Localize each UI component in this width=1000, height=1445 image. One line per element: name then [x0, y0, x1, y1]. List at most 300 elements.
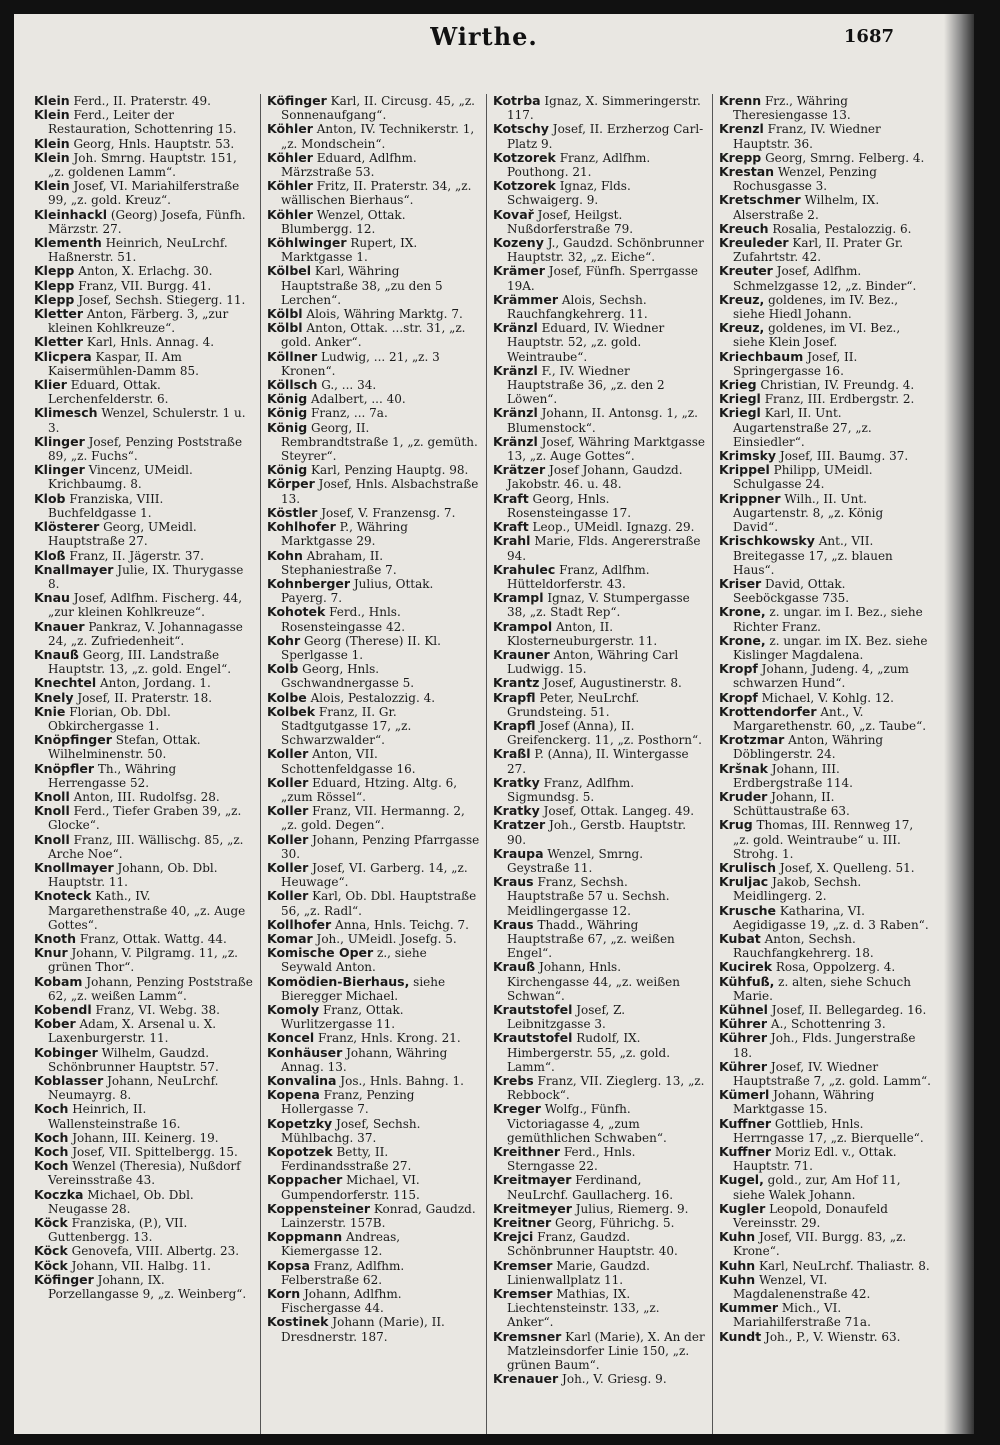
entry-details: Anton, III. Rudolfsg. 28. [73, 789, 220, 804]
entry-name: Klein [34, 107, 70, 123]
entry-details: Eduard, Htzing. Altg. 6, „zum Rössel“. [281, 775, 458, 804]
entry-details: Karl, II. Prater Gr. Zufahrtstr. 42. [733, 236, 904, 265]
entry-details: Josef, Währing Marktgasse 13, „z. Auge Gottes“. [507, 434, 706, 464]
entry-name: Kränzl [493, 320, 538, 336]
directory-column-1 [34, 94, 260, 1434]
directory-entry [493, 918, 706, 961]
entry-details: Ludwig, ... 21, „z. 3 Kronen“. [281, 349, 440, 378]
directory-entry [267, 179, 480, 207]
entry-name: Kollhofer [267, 916, 332, 932]
entry-name: Kränzl [493, 405, 538, 421]
entry-name: Koppensteiner [267, 1200, 371, 1216]
directory-entry [34, 463, 254, 491]
entry-details: Kath., IV. Margarethenstraße 40, „z. Auge Gottes“. [48, 889, 246, 932]
directory-entry [34, 1145, 254, 1159]
entry-details: Joh., Gerstb. Hauptstr. 90. [507, 818, 687, 847]
directory-entry [719, 605, 932, 633]
entry-details: Ferd., Leiter der Restauration, Schottenring 15. [48, 108, 237, 137]
entry-name: Krischkowsky [719, 533, 815, 549]
entry-name: Knauß [34, 646, 79, 662]
entry-details: Karl, Währing Hauptstraße 38, „zu den 5 Lerchen“. [281, 264, 443, 307]
entry-details: Franz, Sechsh. Hauptstraße 57 u. Sechsh. Meidlingergasse 12. [507, 875, 670, 918]
entry-details: Heinrich, NeuLrchf. Haßnerstr. 51. [48, 236, 228, 265]
directory-entry [34, 691, 254, 705]
entry-details: Jakob, Sechsh. Meidlingerg. 2. [733, 875, 862, 904]
directory-entry [34, 1159, 254, 1187]
entry-name: Koller [267, 803, 309, 819]
entry-name: Kreuch [719, 220, 769, 236]
entry-name: Kolbe [267, 689, 307, 705]
entry-details: Karl, NeuLrchf. Thaliastr. 8. [759, 1258, 930, 1273]
entry-name: Koch [34, 1144, 69, 1160]
entry-name: Kriegl [719, 391, 761, 407]
directory-entry [493, 818, 706, 846]
entry-name: Krebs [493, 1073, 534, 1089]
entry-details: Pankraz, V. Johannagasse 24, „z. Zufriedenheit“. [48, 619, 243, 648]
entry-details: Johann, Penzing Pfarrgasse 30. [281, 832, 480, 861]
directory-entry [34, 264, 254, 278]
entry-name: Krenzl [719, 121, 764, 137]
directory-entry [719, 151, 932, 165]
directory-entry [719, 733, 932, 761]
directory-entry [34, 861, 254, 889]
directory-entry [719, 818, 932, 861]
entry-name: Köfinger [267, 94, 327, 108]
entry-details: Johann, Penzing Poststraße 62, „z. weißen Lamm“. [48, 974, 253, 1003]
directory-entry [34, 1003, 254, 1017]
entry-name: Krautstofel [493, 1002, 573, 1017]
entry-details: Adam, X. Arsenal u. X. Laxenburgerstr. 11. [48, 1017, 217, 1046]
directory-entry [493, 1031, 706, 1074]
entry-details: Florian, Ob. Dbl. Obkirchergasse 1. [48, 704, 171, 733]
entry-details: Franz, III. Wällischg. 85, „z. Arche Noe“. [48, 832, 244, 861]
entry-details: Andreas, Kiemergasse 12. [281, 1230, 401, 1259]
entry-name: König [267, 419, 308, 435]
directory-entry [719, 904, 932, 932]
directory-entry [267, 208, 480, 236]
directory-entry [493, 960, 706, 1003]
entry-details: Mich., VI. Mariahilferstraße 71a. [733, 1301, 871, 1330]
entry-details: Josef, Z. Leibnitzgasse 3. [507, 1003, 626, 1032]
entry-details: Franziska, VIII. Buchfeldgasse 1. [48, 491, 164, 520]
entry-name: Klimesch [34, 405, 98, 421]
entry-details: Rupert, IX. Marktgasse 1. [281, 236, 418, 265]
directory-entry [34, 378, 254, 406]
directory-entry [493, 1230, 706, 1258]
directory-entry [493, 875, 706, 918]
entry-name: Kolbek [267, 703, 316, 719]
entry-name: Krahulec [493, 561, 556, 577]
entry-details: Anton, Währing Carl Ludwigg. 15. [507, 647, 679, 677]
entry-name: Krampl [493, 590, 544, 606]
entry-details: Josef, II. Erzherzog Carl-Platz 9. [507, 122, 704, 151]
entry-details: Thomas, III. Rennweg 17, „z. gold. Weintraube“ u. III. Strohg. 1. [733, 818, 914, 861]
entry-name: Krippner [719, 490, 781, 506]
page-header [14, 22, 954, 62]
entry-details: Anton, Ottak. ...str. 31, „z. gold. Anker“. [281, 321, 466, 350]
entry-name: Krone, [719, 604, 766, 620]
entry-details: Joh., Flds. Jungerstraße 18. [733, 1031, 916, 1060]
entry-details: Ferdinand, NeuLrchf. Gaullacherg. 16. [507, 1173, 674, 1202]
entry-name: Kremsner [493, 1328, 562, 1344]
entry-name: Kuhn [719, 1271, 756, 1287]
directory-entry [34, 208, 254, 236]
entry-name: Klicpera [34, 348, 92, 364]
directory-entry [719, 463, 932, 491]
directory-entry [719, 790, 932, 818]
entry-name: Krahl [493, 533, 531, 549]
directory-entry [719, 236, 932, 264]
entry-name: Kotrba [493, 94, 541, 108]
entry-name: Koppacher [267, 1172, 343, 1188]
entry-details: Johann, III. Keinerg. 19. [72, 1130, 219, 1145]
page-title: Wirthe. [430, 22, 538, 51]
entry-name: Kopsa [267, 1257, 310, 1273]
entry-details: Josef, VI. Garberg. 14, „z. Heuwage“. [281, 860, 468, 890]
directory-entry [34, 435, 254, 463]
entry-details: Franz, IV. Wiedner Hauptstr. 36. [733, 122, 881, 151]
entry-details: P., Währing Marktgasse 29. [281, 520, 408, 549]
entry-name: Krusche [719, 902, 776, 918]
entry-name: Klein [34, 94, 70, 108]
entry-name: Kovař [493, 206, 534, 222]
entry-details: Johann, IX. Porzellangasse 9, „z. Weinberg“. [48, 1272, 247, 1302]
entry-name: Kobam [34, 973, 83, 989]
directory-entry [493, 847, 706, 875]
entry-name: Kršnak [719, 760, 768, 776]
entry-name: Koncel [267, 1030, 315, 1046]
entry-name: Kugel, [719, 1172, 764, 1188]
directory-entry [719, 762, 932, 790]
entry-name: Krauner [493, 646, 550, 662]
entry-name: Klepp [34, 263, 75, 279]
entry-details: Josef, IV. Wiedner Hauptstraße 7, „z. gold. Lamm“. [733, 1059, 931, 1089]
directory-entry [34, 137, 254, 151]
entry-name: Kührer [719, 1016, 768, 1032]
entry-name: Kühnel [719, 1002, 768, 1017]
entry-details: Georg, UMeidl. Hauptstraße 27. [48, 520, 197, 549]
directory-entry [267, 1173, 480, 1201]
entry-name: Kruder [719, 788, 768, 804]
entry-details: Josef, III. Baumg. 37. [779, 449, 909, 464]
entry-name: Konvalina [267, 1073, 337, 1089]
entry-details: Wenzel, Schulerstr. 1 u. 3. [48, 406, 246, 435]
directory-entry [267, 378, 480, 392]
entry-name: Knechtel [34, 675, 97, 691]
entry-details: Thadd., Währing Hauptstraße 67, „z. weißen Engel“. [507, 917, 675, 961]
directory-entry [719, 94, 932, 122]
entry-name: Kuffner [719, 1144, 772, 1160]
entry-name: Kölbel [267, 263, 312, 279]
entry-details: Johann, V. Pilgramg. 11, „z. grünen Thor“. [48, 946, 238, 975]
entry-details: siehe Bieregger Michael. [281, 974, 446, 1003]
directory-entry [719, 1145, 932, 1173]
entry-name: Klob [34, 490, 66, 506]
directory-entry [719, 1088, 932, 1116]
directory-entry [34, 549, 254, 563]
entry-name: Krepp [719, 149, 762, 165]
entry-details: Franz, VII. Zieglerg. 13, „z. Rebbock“. [507, 1074, 705, 1103]
directory-entry [493, 719, 706, 747]
entry-details: (Georg) Josefa, Fünfh. Märzstr. 27. [48, 207, 246, 236]
directory-entry [493, 1202, 706, 1216]
entry-details: Wenzel, Smrng. Geystraße 11. [507, 846, 644, 875]
directory-entry [34, 946, 254, 974]
entry-details: J., Gaudzd. Schönbrunner Hauptstr. 32, „z. Eiche“. [507, 236, 704, 265]
directory-entry [34, 733, 254, 761]
entry-details: z. ungar. im I. Bez., siehe Richter Franz. [733, 605, 923, 634]
directory-entry [267, 662, 480, 690]
entry-name: Kuhn [719, 1229, 756, 1245]
entry-name: Kozeny [493, 235, 544, 251]
entry-name: Kostinek [267, 1314, 329, 1330]
directory-entry [719, 691, 932, 705]
entry-details: Julie, IX. Thurygasse 8. [48, 562, 244, 591]
entry-name: Kreitmayer [493, 1172, 572, 1188]
directory-entry [267, 605, 480, 633]
entry-name: Krone, [719, 632, 766, 648]
directory-column-3 [486, 94, 712, 1434]
entry-name: Koch [34, 1158, 69, 1174]
directory-entry [719, 1031, 932, 1059]
directory-entry [267, 1046, 480, 1074]
directory-entry [34, 676, 254, 690]
entry-details: Anton, Färberg. 3, „zur kleinen Kohlkreuze“. [48, 307, 229, 336]
entry-name: Köck [34, 1243, 68, 1259]
entry-name: Kopena [267, 1087, 320, 1103]
entry-name: Klier [34, 377, 67, 393]
directory-entry [34, 151, 254, 179]
entry-name: König [267, 405, 308, 421]
directory-entry [34, 1259, 254, 1273]
directory-entry [34, 1046, 254, 1074]
entry-details: Johann, Hnls. Kirchengasse 44, „z. weißen Schwan“. [507, 960, 681, 1003]
entry-name: Knöpfinger [34, 732, 112, 748]
directory-column-2 [260, 94, 486, 1434]
directory-entry [493, 1102, 706, 1145]
entry-details: Wenzel, VI. Magdalenenstraße 42. [733, 1272, 871, 1302]
entry-name: Krippel [719, 462, 770, 478]
entry-name: Knollmayer [34, 859, 114, 875]
entry-name: Kropf [719, 661, 758, 677]
entry-details: Josef, VII. Burgg. 83, „z. Krone“. [733, 1230, 907, 1259]
entry-name: Kohn [267, 547, 303, 563]
entry-details: Josef, VII. Spittelbergg. 15. [72, 1145, 238, 1160]
entry-name: Kletter [34, 306, 84, 322]
entry-details: Josef, Augustinerstr. 8. [543, 676, 682, 691]
entry-details: Josef, X. Quelleng. 51. [779, 860, 915, 875]
entry-name: Krämmer [493, 291, 558, 307]
directory-entry [34, 975, 254, 1003]
entry-details: Ignaz, V. Stumpergasse 38, „z. Stadt Rep“. [507, 591, 690, 620]
entry-name: Klein [34, 149, 70, 165]
entry-name: Koller [267, 888, 309, 904]
entry-name: Köhler [267, 206, 313, 222]
directory-entry [34, 279, 254, 293]
entry-details: Josef, Penzing Poststraße 89, „z. Fuchs“. [48, 434, 243, 464]
entry-details: Franz, Ottak. Wattg. 44. [79, 931, 227, 946]
entry-name: Krulisch [719, 859, 777, 875]
entry-name: Kundt [719, 1328, 762, 1344]
entry-name: Klein [34, 178, 70, 194]
directory-entry [719, 932, 932, 960]
entry-details: Josef (Anna), II. Greifenckerg. 11, „z. Posthorn“. [507, 718, 702, 748]
entry-details: Josef, Hnls. Alsbachstraße 13. [281, 477, 479, 506]
entry-details: Rosalia, Pestalozzig. 6. [772, 221, 912, 236]
directory-entry [719, 492, 932, 535]
entry-details: Philipp, UMeidl. Schulgasse 24. [733, 463, 873, 492]
entry-details: Karl, Hnls. Annag. 4. [86, 335, 215, 350]
directory-entry [267, 477, 480, 505]
directory-entry [719, 321, 932, 349]
directory-entry [493, 1287, 706, 1330]
directory-entry [267, 1202, 480, 1230]
entry-details: Ferd., Hnls. Sterngasse 22. [507, 1145, 636, 1174]
directory-entry [267, 946, 480, 974]
entry-name: Kreuz, [719, 320, 765, 336]
page-number: 1687 [843, 26, 894, 47]
directory-entry [493, 648, 706, 676]
entry-name: Klepp [34, 277, 75, 293]
entry-name: Kohnberger [267, 575, 351, 591]
entry-details: Joh., UMeidl. Josefg. 5. [316, 931, 457, 946]
directory-entry [267, 705, 480, 748]
directory-entry [34, 335, 254, 349]
directory-entry [719, 1173, 932, 1201]
entry-details: Julius, Ottak. Payerg. 7. [281, 576, 434, 606]
entry-details: Alois, Pestalozzig. 4. [310, 690, 436, 705]
directory-entry [719, 193, 932, 221]
directory-entry [719, 534, 932, 577]
entry-details: F., IV. Wiedner Hauptstraße 36, „z. den 2 Löwen“. [507, 363, 665, 407]
entry-name: Krimsky [719, 448, 777, 464]
directory-entry [719, 1060, 932, 1088]
entry-details: Wenzel, Ottak. Blumbergg. 12. [281, 207, 406, 236]
entry-details: Alois, Währing Marktg. 7. [306, 307, 463, 322]
directory-entry [719, 705, 932, 733]
directory-entry [267, 421, 480, 464]
directory-entry [34, 932, 254, 946]
entry-name: Knauer [34, 618, 85, 634]
entry-details: Karl, II. Circusg. 45, „z. Sonnenaufgang“. [281, 94, 475, 123]
directory-entry [34, 591, 254, 619]
entry-details: Josef, Fünfh. Sperrgasse 19A. [507, 264, 699, 293]
directory-entry [267, 833, 480, 861]
directory-entry [34, 762, 254, 790]
entry-details: Betty, II. Ferdinandsstraße 27. [281, 1145, 412, 1174]
entry-name: Kobinger [34, 1044, 98, 1060]
entry-details: Jos., Hnls. Bahng. 1. [340, 1074, 464, 1089]
entry-name: König [267, 462, 308, 478]
entry-details: Johann, Ob. Dbl. Hauptstr. 11. [48, 860, 218, 890]
entry-name: Kölbl [267, 306, 303, 322]
entry-name: Kolb [267, 661, 299, 677]
entry-details: z. ungar. im IX. Bez. siehe Kislinger Magdalena. [733, 633, 928, 662]
entry-name: Kreuter [719, 263, 773, 279]
entry-details: Johann, II. Antonsg. 1, „z. Blumenstock“. [507, 406, 698, 435]
entry-details: z., siehe Seywald Anton. [281, 946, 427, 975]
entry-details: Josef, Adlfhm. Schmelzgasse 12, „z. Binder“. [733, 264, 917, 293]
entry-name: Krenauer [493, 1371, 559, 1387]
entry-name: Kührer [719, 1058, 768, 1074]
entry-details: Anton, IV. Technikerstr. 1, „z. Mondschein“. [281, 122, 475, 151]
directory-entry [493, 620, 706, 648]
entry-name: Knely [34, 689, 74, 705]
entry-name: Knie [34, 703, 66, 719]
directory-entry [493, 406, 706, 434]
entry-details: Josef, II. Springergasse 16. [733, 349, 858, 378]
entry-details: Gottlieb, Hnls. Herrngasse 17, „z. Bierquelle“. [733, 1116, 924, 1145]
entry-name: Köck [34, 1215, 68, 1231]
directory-entry [34, 1131, 254, 1145]
directory-entry [719, 662, 932, 690]
directory-entry [719, 975, 932, 1003]
entry-name: Kruljac [719, 874, 769, 890]
entry-details: Franz, VII. Burgg. 41. [78, 278, 212, 293]
directory-column-4 [712, 94, 938, 1434]
entry-details: Abraham, II. Stephaniestraße 7. [281, 548, 397, 577]
entry-name: Kreuleder [719, 235, 789, 251]
entry-name: Kührer [719, 1030, 768, 1046]
entry-details: Eduard, Adlfhm. Märzstraße 53. [281, 150, 417, 180]
entry-name: Koller [267, 831, 309, 847]
entry-name: Köhler [267, 149, 313, 165]
entry-name: Korn [267, 1286, 301, 1302]
directory-entry [267, 1287, 480, 1315]
entry-details: Stefan, Ottak. Wilhelminenstr. 50. [48, 733, 201, 762]
directory-entry [267, 918, 480, 932]
entry-name: Kreitmeyer [493, 1200, 572, 1216]
directory-entry [267, 889, 480, 917]
entry-details: Josef, Heilgst. Nußdorferstraße 79. [507, 207, 634, 236]
entry-name: Krottendorfer [719, 703, 817, 719]
directory-entry [267, 406, 480, 420]
directory-entry [719, 222, 932, 236]
directory-entry [719, 392, 932, 406]
entry-details: Ignaz, Flds. Schwaigerg. 9. [507, 179, 631, 208]
entry-details: Franziska, (P.), VII. Guttenbergg. 13. [48, 1216, 188, 1245]
entry-details: Anton, Sechsh. Rauchfangkehrerg. 18. [733, 931, 874, 961]
entry-name: Koblasser [34, 1073, 104, 1089]
directory-entry [267, 1088, 480, 1116]
directory-entry [267, 94, 480, 122]
entry-name: Köfinger [34, 1271, 94, 1287]
entry-details: Georg (Therese) II. Kl. Sperlgasse 1. [281, 633, 441, 662]
entry-name: Kretschmer [719, 192, 801, 208]
entry-name: Knöpfler [34, 760, 95, 776]
directory-entry [719, 577, 932, 605]
directory-entry [267, 1315, 480, 1343]
directory-entry [719, 634, 932, 662]
directory-entry [493, 492, 706, 520]
directory-entry [493, 747, 706, 775]
entry-name: Kotschy [493, 121, 549, 137]
directory-entry [493, 94, 706, 122]
entry-details: Franz, Penzing Hollergasse 7. [281, 1088, 415, 1117]
entry-name: Kraus [493, 916, 534, 932]
entry-name: Kotzorek [493, 178, 556, 194]
entry-name: Krejci [493, 1229, 534, 1245]
entry-name: Körper [267, 476, 315, 492]
entry-name: Koczka [34, 1186, 84, 1202]
directory-entry [719, 1202, 932, 1230]
entry-details: Anton, Jordang. 1. [99, 676, 211, 691]
entry-name: Kleinhackl [34, 206, 107, 222]
entry-details: Michael, V. Kohlg. 12. [761, 690, 894, 705]
directory-entry [267, 1003, 480, 1031]
directory-entry [34, 1216, 254, 1244]
entry-details: Eduard, Ottak. Lerchenfelderstr. 6. [48, 378, 169, 407]
